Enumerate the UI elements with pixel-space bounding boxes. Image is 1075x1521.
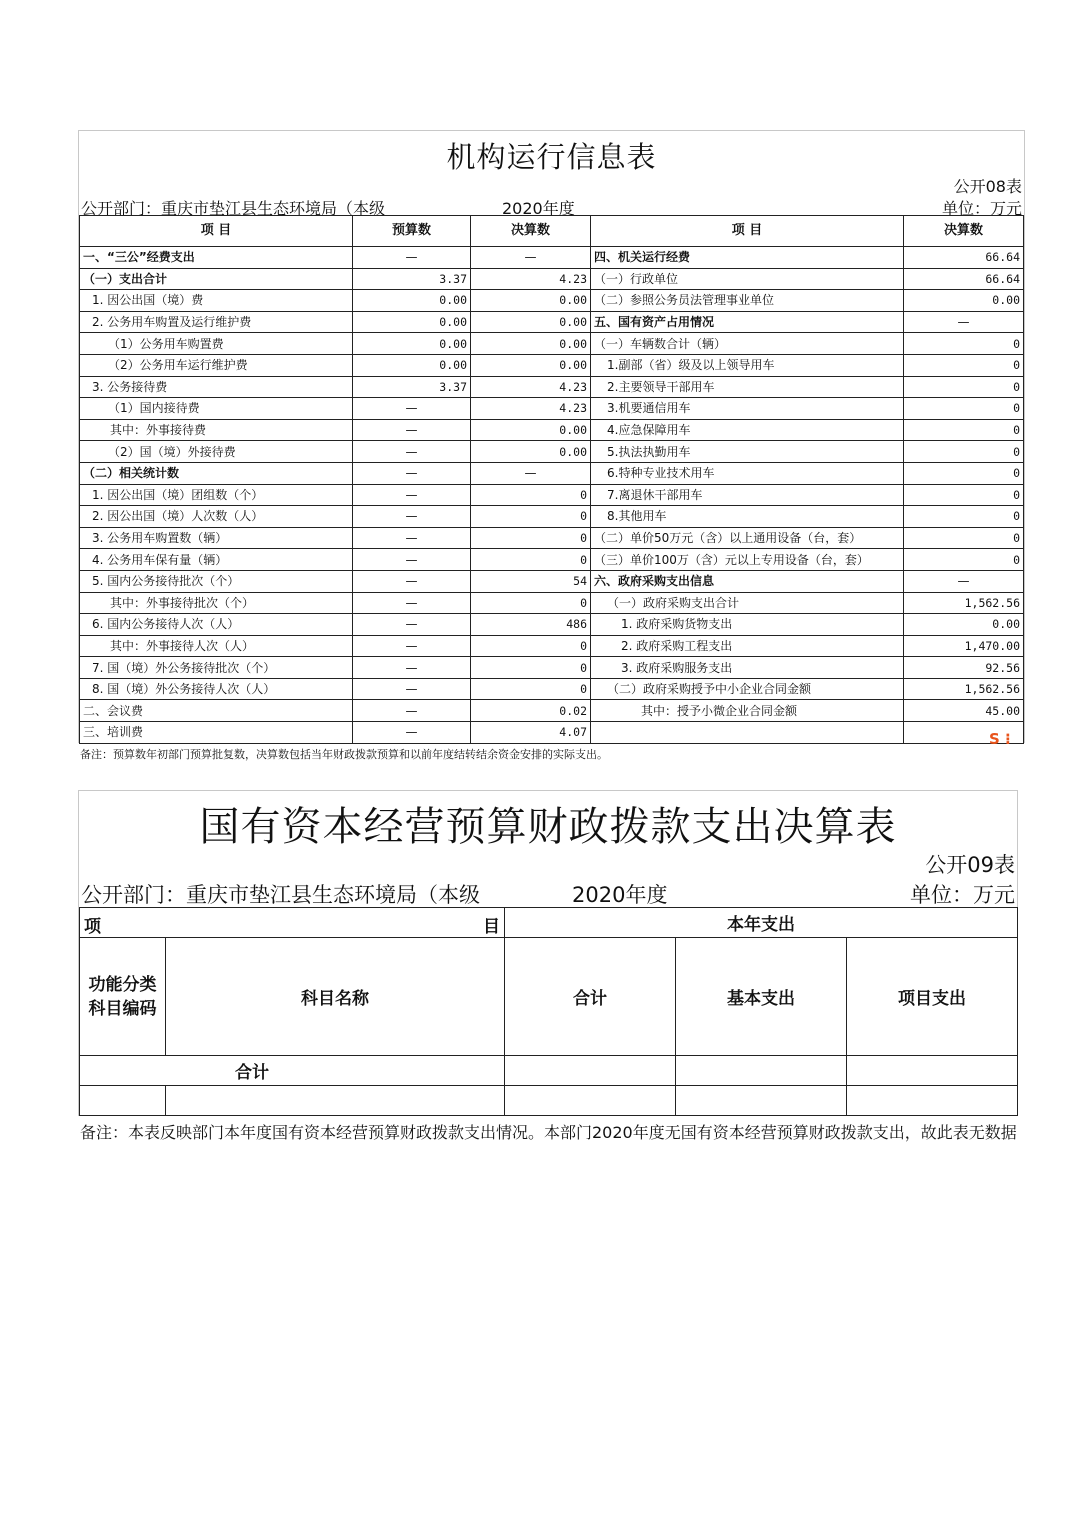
table-row <box>80 678 1024 700</box>
row-budget: — <box>353 247 471 269</box>
row-label: 其中：外事接待费 <box>80 419 353 441</box>
row-label: 1. 因公出国（境）团组数（个） <box>80 484 353 506</box>
table1-unit: 单位：万元 <box>941 199 1022 218</box>
row-final: 0 <box>471 592 591 614</box>
row-value-right: 0 <box>904 506 1024 528</box>
ime-s-icon[interactable]: S ⁝ <box>989 730 1011 748</box>
current-year-header: 本年支出 <box>505 908 1018 938</box>
table2-year: 2020年度 <box>572 883 668 907</box>
row-value-right: 1,470.00 <box>904 635 1024 657</box>
row-budget: 0.00 <box>353 290 471 312</box>
row-label-right: 1.副部（省）级及以上领导用车 <box>591 354 904 376</box>
row-final: 0.02 <box>471 700 591 722</box>
row-label-right: 四、机关运行经费 <box>591 247 904 269</box>
row-label-right: （一）政府采购支出合计 <box>591 592 904 614</box>
row-value-right: 0 <box>904 354 1024 376</box>
row-value-right: 0 <box>904 462 1024 484</box>
row-final: 486 <box>471 614 591 636</box>
row-label: 8. 国（境）外公务接待人次（人） <box>80 678 353 700</box>
table-row <box>80 398 1024 420</box>
table-row <box>80 1086 1018 1116</box>
table-row <box>80 290 1024 312</box>
row-final: 0.00 <box>471 290 591 312</box>
row-budget: — <box>353 462 471 484</box>
table2-code: 公开09表 <box>925 853 1015 877</box>
table1-code: 公开08表 <box>953 177 1022 196</box>
row-budget: — <box>353 657 471 679</box>
header-final: 决算数 <box>471 216 591 247</box>
row-final: 4.23 <box>471 398 591 420</box>
row-value-right: 0 <box>904 549 1024 571</box>
row-budget: — <box>353 419 471 441</box>
table-row <box>80 722 1024 744</box>
row-final: 4.23 <box>471 268 591 290</box>
table2-title: 国有资本经营预算财政拨款支出决算表 <box>199 804 897 850</box>
row-label: 3. 公务用车购置数（辆） <box>80 527 353 549</box>
row-final: 0.00 <box>471 441 591 463</box>
row-label: 一、“三公”经费支出 <box>80 247 353 269</box>
row-budget: — <box>353 614 471 636</box>
row-label-right: （二）政府采购授予中小企业合同金额 <box>591 678 904 700</box>
row-label-right: 2.主要领导干部用车 <box>591 376 904 398</box>
row-final: 0 <box>471 549 591 571</box>
row-label-right: 3. 政府采购服务支出 <box>591 657 904 679</box>
row-budget: — <box>353 635 471 657</box>
row-label-right: （二）参照公务员法管理事业单位 <box>591 290 904 312</box>
row-budget: — <box>353 484 471 506</box>
row-value-right: 1,562.56 <box>904 678 1024 700</box>
row-label-right: 其中：授予小微企业合同金额 <box>591 700 904 722</box>
row-budget: — <box>353 398 471 420</box>
item-header-left: 项 <box>84 917 101 937</box>
table-row <box>80 484 1024 506</box>
row-budget: — <box>353 678 471 700</box>
row-final: 54 <box>471 570 591 592</box>
row-final: 4.23 <box>471 376 591 398</box>
row-label-right: （一）车辆数合计（辆） <box>591 333 904 355</box>
total-col-header: 合计 <box>505 938 676 1056</box>
row-value-right: 66.64 <box>904 247 1024 269</box>
total-row-sum <box>505 1056 676 1086</box>
row-budget: — <box>353 592 471 614</box>
header-budget: 预算数 <box>353 216 471 247</box>
row-budget: 0.00 <box>353 311 471 333</box>
row-final: 0.00 <box>471 419 591 441</box>
total-row-label: 合计 <box>80 1056 505 1086</box>
row-final: — <box>471 247 591 269</box>
table-row <box>80 268 1024 290</box>
table-row <box>80 570 1024 592</box>
table-row <box>80 549 1024 571</box>
row-label: 其中：外事接待人次（人） <box>80 635 353 657</box>
row-label: 1. 因公出国（境）费 <box>80 290 353 312</box>
header-item: 项 目 <box>80 216 353 247</box>
row-label: 4. 公务用车保有量（辆） <box>80 549 353 571</box>
table-row <box>80 614 1024 636</box>
table-row <box>80 311 1024 333</box>
row-budget: 0.00 <box>353 354 471 376</box>
row-value-right: 0 <box>904 484 1024 506</box>
row-final: 0 <box>471 484 591 506</box>
row-final: 0.00 <box>471 333 591 355</box>
row-label: （2）公务用车运行维护费 <box>80 354 353 376</box>
row-value-right: 0.00 <box>904 614 1024 636</box>
row-final: 0 <box>471 657 591 679</box>
item-header <box>80 908 505 938</box>
empty-cell <box>166 1086 505 1116</box>
row-label-right: （二）单价50万元（含）以上通用设备（台，套） <box>591 527 904 549</box>
table-row <box>80 592 1024 614</box>
row-label-right: 7.离退休干部用车 <box>591 484 904 506</box>
row-final: 4.07 <box>471 722 591 744</box>
table-row <box>80 419 1024 441</box>
table1-header-row <box>80 216 1024 247</box>
row-final: 0 <box>471 506 591 528</box>
row-label: 2. 因公出国（境）人次数（人） <box>80 506 353 528</box>
row-budget: — <box>353 506 471 528</box>
row-value-right: 92.56 <box>904 657 1024 679</box>
row-label-right: 2. 政府采购工程支出 <box>591 635 904 657</box>
row-budget: — <box>353 527 471 549</box>
project-col-header: 项目支出 <box>847 938 1018 1056</box>
table-row <box>80 441 1024 463</box>
table-row <box>80 657 1024 679</box>
row-label-right: 3.机要通信用车 <box>591 398 904 420</box>
row-label: 其中：外事接待批次（个） <box>80 592 353 614</box>
row-value-right: 0 <box>904 398 1024 420</box>
row-final: 0 <box>471 678 591 700</box>
table-row <box>80 700 1024 722</box>
table-row <box>80 333 1024 355</box>
total-row <box>80 1056 1018 1086</box>
row-label: （1）国内接待费 <box>80 398 353 420</box>
table-row <box>80 527 1024 549</box>
table2-header-row <box>80 908 1018 938</box>
row-final: 0 <box>471 635 591 657</box>
table1-dept: 公开部门：重庆市垫江县生态环境局（本级 <box>81 199 386 218</box>
empty-cell <box>847 1086 1018 1116</box>
table2-subheader-row <box>80 938 1018 1056</box>
row-value-right: 45.00 <box>904 700 1024 722</box>
state-capital-table-block <box>78 790 1018 1116</box>
row-budget: — <box>353 549 471 571</box>
row-budget: 0.00 <box>353 333 471 355</box>
operation-info-table-block <box>78 130 1025 743</box>
row-final: 0 <box>471 527 591 549</box>
table1-year: 2020年度 <box>502 199 575 218</box>
operation-info-table <box>79 215 1024 744</box>
row-label-right: 5.执法执勤用车 <box>591 441 904 463</box>
row-budget: — <box>353 722 471 744</box>
empty-cell <box>676 1086 847 1116</box>
row-value-right: 0 <box>904 527 1024 549</box>
row-value-right: 66.64 <box>904 268 1024 290</box>
row-label: 6. 国内公务接待人次（人） <box>80 614 353 636</box>
table-row <box>80 462 1024 484</box>
row-value-right: 1,562.56 <box>904 592 1024 614</box>
row-value-right: — <box>904 570 1024 592</box>
row-value-right: 0.00 <box>904 290 1024 312</box>
row-value-right: 0 <box>904 333 1024 355</box>
row-label: 三、培训费 <box>80 722 353 744</box>
header-item2: 项 目 <box>591 216 904 247</box>
row-label: 5. 国内公务接待批次（个） <box>80 570 353 592</box>
header-final2: 决算数 <box>904 216 1024 247</box>
row-label: （二）相关统计数 <box>80 462 353 484</box>
row-label: 7. 国（境）外公务接待批次（个） <box>80 657 353 679</box>
row-label-right <box>591 722 904 744</box>
table-row <box>80 376 1024 398</box>
row-budget: — <box>353 441 471 463</box>
table1-title: 机构运行信息表 <box>446 140 657 174</box>
item-header-right: 目 <box>483 917 500 937</box>
row-label-right: 8.其他用车 <box>591 506 904 528</box>
empty-cell <box>80 1086 166 1116</box>
table-row <box>80 506 1024 528</box>
table2-unit: 单位：万元 <box>910 883 1015 907</box>
row-label: 二、会议费 <box>80 700 353 722</box>
row-label-right: 六、政府采购支出信息 <box>591 570 904 592</box>
row-value-right: — <box>904 311 1024 333</box>
row-budget: 3.37 <box>353 376 471 398</box>
row-label-right: （一）行政单位 <box>591 268 904 290</box>
table2-note: 备注：本表反映部门本年度国有资本经营预算财政拨款支出情况。本部门2020年度无国有资本经营预算财政拨款支出，故此表无数据 <box>80 1123 1017 1142</box>
table-row <box>80 635 1024 657</box>
row-final: — <box>471 462 591 484</box>
row-label-right: 6.特种专业技术用车 <box>591 462 904 484</box>
row-label: 2. 公务用车购置及运行维护费 <box>80 311 353 333</box>
row-final: 0.00 <box>471 354 591 376</box>
state-capital-table <box>79 907 1018 1116</box>
row-label-right: 五、国有资产占用情况 <box>591 311 904 333</box>
basic-col-header: 基本支出 <box>676 938 847 1056</box>
name-col-header: 科目名称 <box>166 938 505 1056</box>
row-label: （1）公务用车购置费 <box>80 333 353 355</box>
row-value-right: 0 <box>904 376 1024 398</box>
row-value-right: 0 <box>904 419 1024 441</box>
row-label: 3. 公务接待费 <box>80 376 353 398</box>
total-row-basic <box>676 1056 847 1086</box>
row-value-right: 0 <box>904 441 1024 463</box>
row-budget: — <box>353 700 471 722</box>
row-label-right: 4.应急保障用车 <box>591 419 904 441</box>
total-row-project <box>847 1056 1018 1086</box>
code-col-header: 功能分类科目编码 <box>80 938 166 1056</box>
empty-cell <box>505 1086 676 1116</box>
table-row <box>80 354 1024 376</box>
table2-dept: 公开部门：重庆市垫江县生态环境局（本级 <box>81 883 480 907</box>
row-label: （一）支出合计 <box>80 268 353 290</box>
table-row <box>80 247 1024 269</box>
row-budget: — <box>353 570 471 592</box>
row-label-right: 1. 政府采购货物支出 <box>591 614 904 636</box>
table1-note: 备注：预算数年初部门预算批复数，决算数包括当年财政拨款预算和以前年度结转结余资金安排的实际支出。 <box>80 748 608 761</box>
row-label-right: （三）单价100万（含）元以上专用设备（台，套） <box>591 549 904 571</box>
row-final: 0.00 <box>471 311 591 333</box>
row-label: （2）国（境）外接待费 <box>80 441 353 463</box>
row-budget: 3.37 <box>353 268 471 290</box>
